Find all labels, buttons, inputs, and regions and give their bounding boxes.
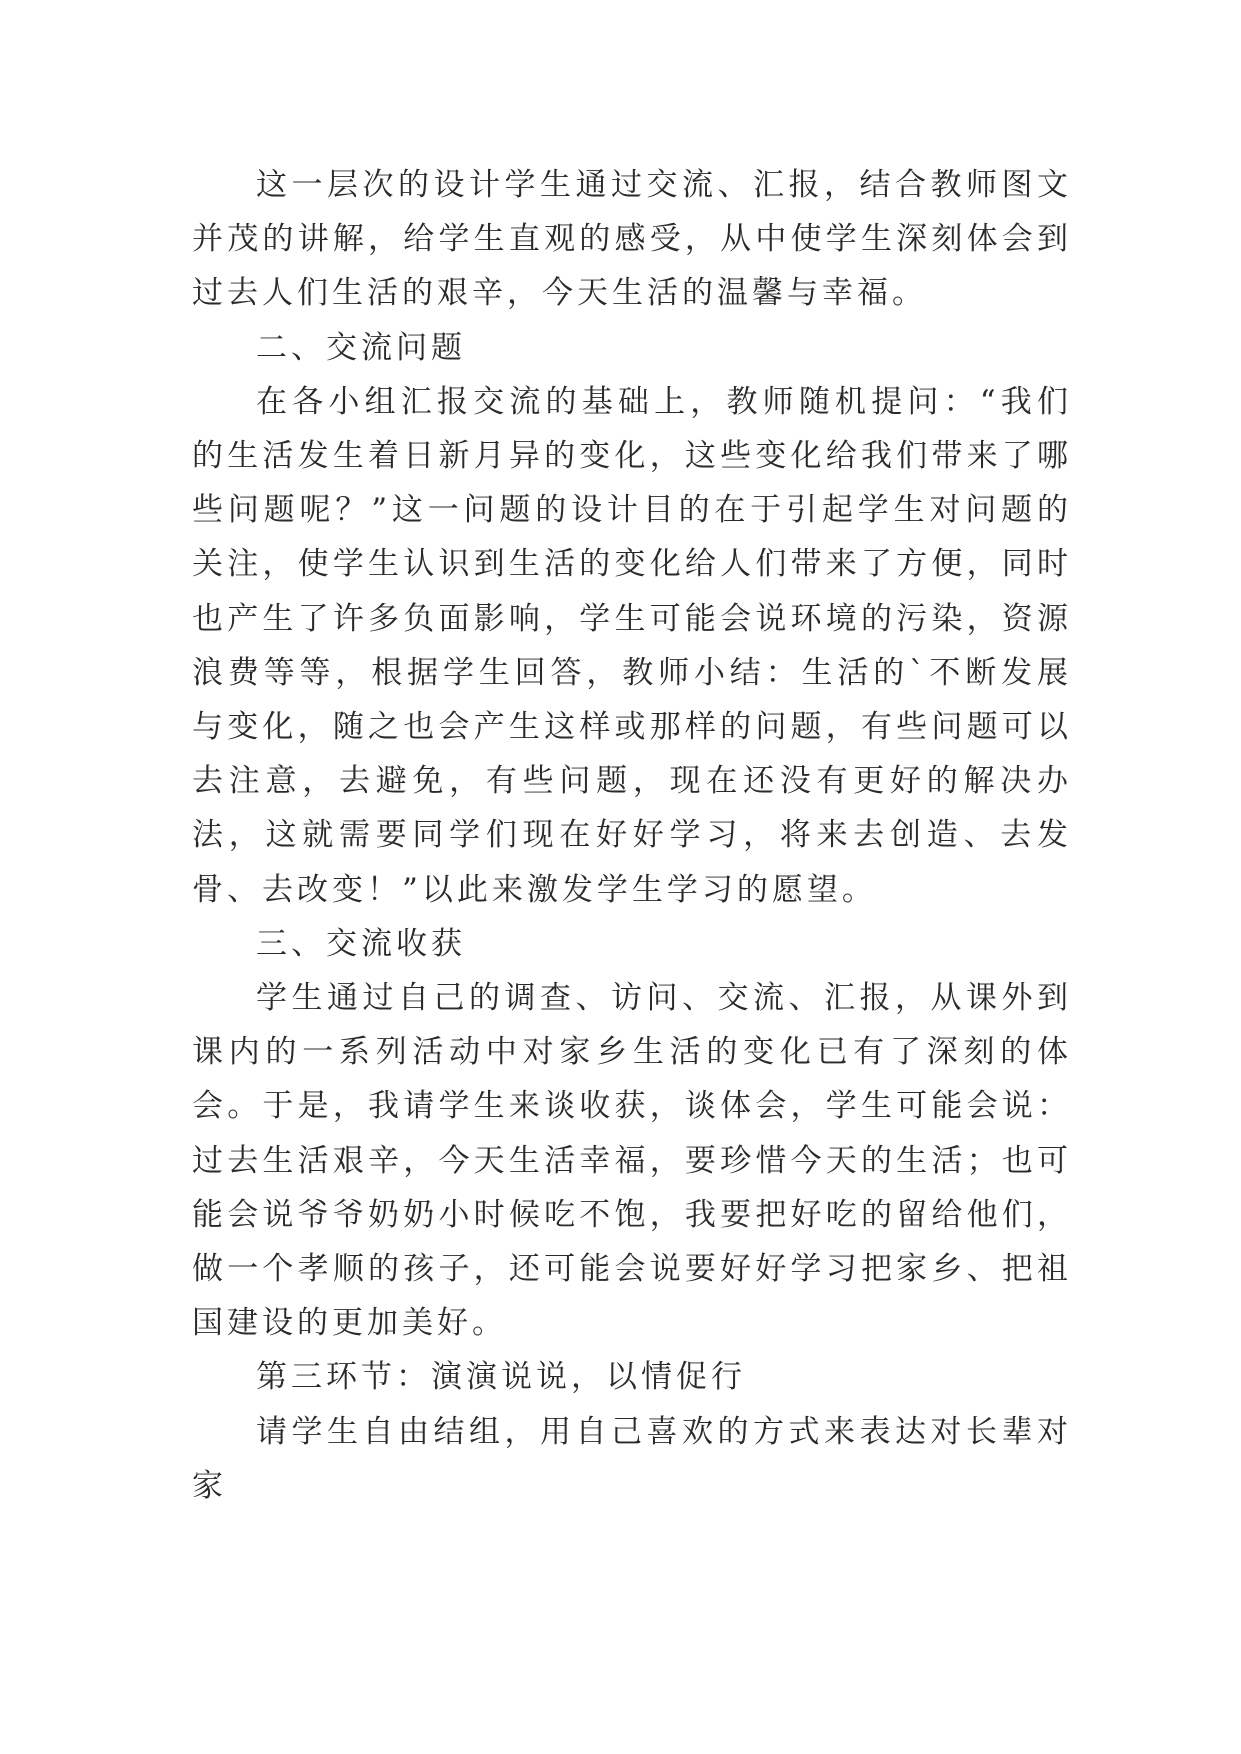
section-heading-exchange-questions: 二、交流问题 <box>256 329 466 366</box>
section-heading-third-stage: 第三环节：演演说说，以情促行 <box>256 1359 746 1396</box>
paragraph-exchange-questions: 在各小组汇报交流的基础上，教师随机提问：“我们的生活发生着日新月异的变化，这些变化给我们带来了哪些问题呢？”这一问题的设计目的在于引起学生对问题的关注，使学生认识到生活的变化给人们带来了方便，同时也产生了许多负面影响，学生可能会说环境的污染，资源浪费等等，根据学生回答，教师小结：生活的`不断发展与变化，随之也会产生这样或那样的问题，有些问题可以去注意，去避免，有些问题，现在还没有更好的解决办法，这就需要同学们现在好好学习，将来去创造、去发骨、去改变！”以此来激发学生学习的愿望。 <box>192 383 1072 908</box>
paragraph-summary: 这一层次的设计学生通过交流、汇报，结合教师图文并茂的讲解，给学生直观的感受，从中使学生深刻体会到过去人们生活的艰辛，今天生活的温馨与幸福。 <box>192 167 1072 312</box>
paragraph-exchange-gains: 学生通过自己的调查、访问、交流、汇报，从课外到课内的一系列活动中对家乡生活的变化已有了深刻的体会。于是，我请学生来谈收获，谈体会，学生可能会说：过去生活艰辛，今天生活幸福，要珍惜今天的生活；也可能会说爷爷奶奶小时候吃不饱，我要把好吃的留给他们，做一个孝顺的孩子，还可能会说要好好学习把家乡、把祖国建设的更加美好。 <box>192 980 1072 1342</box>
section-heading-exchange-gains: 三、交流收获 <box>256 925 466 962</box>
document-body <box>192 158 1072 1513</box>
paragraph-third-stage: 请学生自由结组，用自己喜欢的方式来表达对长辈对家 <box>192 1413 1072 1504</box>
